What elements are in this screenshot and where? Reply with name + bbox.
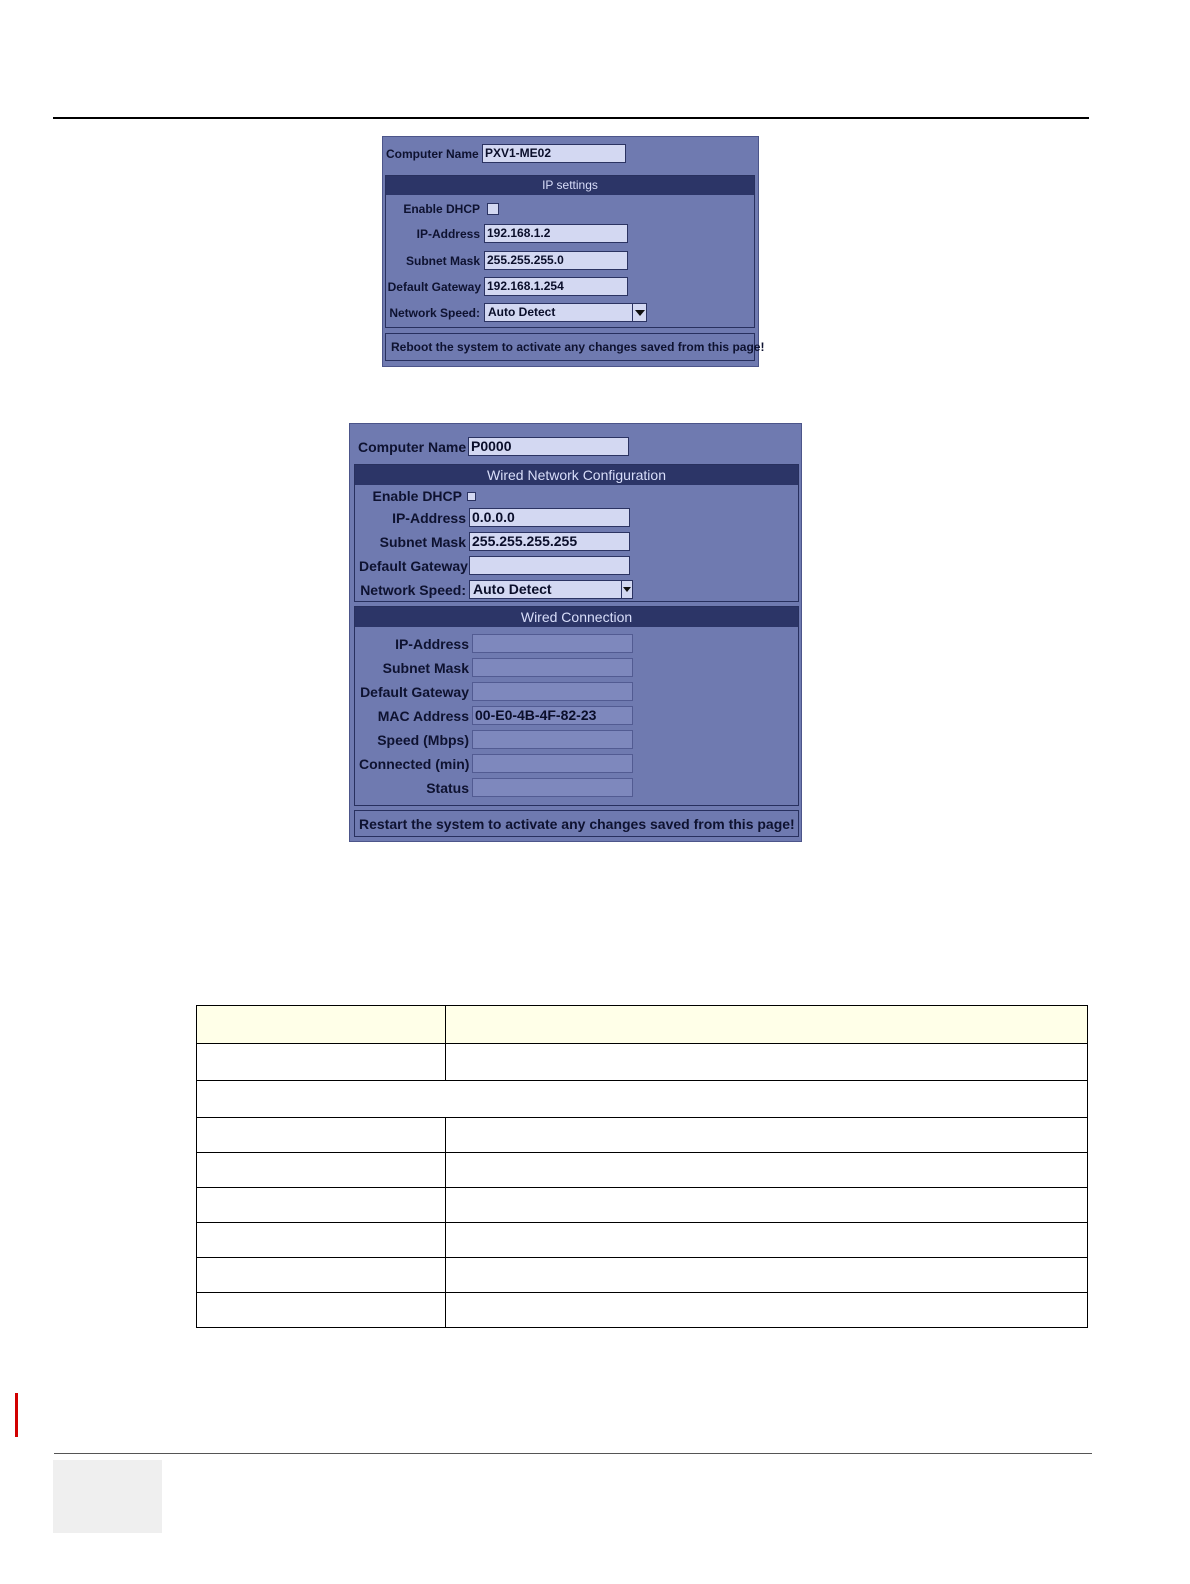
- network-speed-select[interactable]: [469, 580, 633, 599]
- conn-status-field: [472, 778, 633, 797]
- default-gateway-input[interactable]: [469, 556, 630, 575]
- table-section-cell: [197, 1081, 1088, 1118]
- enable-dhcp-checkbox[interactable]: [487, 203, 499, 215]
- table-row: [197, 1258, 1088, 1293]
- conn-connected-row: [359, 754, 633, 773]
- network-speed-value: Auto Detect: [488, 305, 556, 319]
- wired-network-configuration-title: Wired Network Configuration: [355, 465, 798, 485]
- table-cell: [197, 1153, 446, 1188]
- table-header-cell: [446, 1006, 1088, 1044]
- computer-name-input[interactable]: PXV1-ME02: [482, 144, 626, 163]
- conn-default-gateway-label: Default Gateway: [360, 683, 469, 700]
- network-speed-row: [359, 580, 633, 599]
- wired-network-configuration-section: [354, 464, 799, 602]
- computer-name-row: [358, 437, 629, 456]
- conn-default-gateway-field: [472, 682, 633, 701]
- footer-rule: [54, 1453, 1092, 1454]
- table-cell: [446, 1188, 1088, 1223]
- computer-name-label: Computer Name: [386, 146, 479, 161]
- conn-connected-field: [472, 754, 633, 773]
- ip-address-label: IP-Address: [416, 226, 480, 241]
- subnet-mask-label: Subnet Mask: [379, 533, 466, 550]
- settings-table: [196, 1005, 1088, 1328]
- default-gateway-row: [386, 277, 628, 296]
- table-row: [197, 1044, 1088, 1081]
- computer-name-row: [386, 144, 626, 163]
- table-cell: [446, 1153, 1088, 1188]
- conn-mac-address-row: [359, 706, 633, 725]
- computer-name-input[interactable]: P0000: [468, 437, 629, 456]
- default-gateway-row: [359, 556, 630, 575]
- table-row: [197, 1223, 1088, 1258]
- default-gateway-input[interactable]: 192.168.1.254: [484, 277, 628, 296]
- network-speed-label: Network Speed:: [360, 581, 466, 598]
- reboot-message: Reboot the system to activate any changes saved from this page!: [385, 333, 755, 361]
- table-cell: [446, 1118, 1088, 1153]
- network-speed-select[interactable]: [484, 303, 647, 322]
- conn-speed-label: Speed (Mbps): [377, 731, 469, 748]
- ip-settings-title: IP settings: [386, 176, 754, 195]
- computer-name-label: Computer Name: [358, 438, 467, 455]
- table-row: [197, 1293, 1088, 1328]
- conn-subnet-mask-row: [359, 658, 633, 677]
- table-cell: [197, 1293, 446, 1328]
- table-row: [197, 1188, 1088, 1223]
- conn-subnet-mask-label: Subnet Mask: [382, 659, 469, 676]
- conn-ip-address-field: [472, 634, 633, 653]
- table-header-row: [197, 1006, 1088, 1044]
- conn-subnet-mask-field: [472, 658, 633, 677]
- enable-dhcp-row: [386, 202, 499, 216]
- chevron-down-icon[interactable]: [621, 581, 632, 598]
- enable-dhcp-label: Enable DHCP: [372, 488, 462, 504]
- table-cell: [197, 1118, 446, 1153]
- table-cell: [446, 1223, 1088, 1258]
- conn-ip-address-row: [359, 634, 633, 653]
- table-cell: [197, 1258, 446, 1293]
- ip-settings-section: [385, 175, 755, 328]
- default-gateway-label: Default Gateway: [359, 557, 468, 574]
- table-header-cell: [197, 1006, 446, 1044]
- enable-dhcp-checkbox[interactable]: [467, 492, 476, 501]
- table-row: [197, 1118, 1088, 1153]
- network-speed-row: [386, 303, 647, 322]
- revision-change-bar: [15, 1393, 18, 1437]
- conn-connected-label: Connected (min): [359, 755, 470, 772]
- table-cell: [446, 1258, 1088, 1293]
- restart-message: Restart the system to activate any changes saved from this page!: [354, 810, 799, 837]
- conn-mac-address-field: 00-E0-4B-4F-82-23: [472, 706, 633, 725]
- network-settings-dialog: [349, 423, 802, 842]
- ip-address-label: IP-Address: [392, 509, 466, 526]
- header-rule: [53, 117, 1089, 119]
- conn-ip-address-label: IP-Address: [395, 635, 469, 652]
- ip-address-row: [386, 224, 628, 243]
- table-row: [197, 1153, 1088, 1188]
- chevron-down-icon[interactable]: [632, 304, 646, 321]
- conn-speed-field: [472, 730, 633, 749]
- network-speed-value: Auto Detect: [473, 581, 552, 597]
- table-cell: [197, 1223, 446, 1258]
- conn-status-row: [359, 778, 633, 797]
- conn-speed-row: [359, 730, 633, 749]
- ip-settings-dialog: [382, 136, 765, 367]
- table-cell: [197, 1188, 446, 1223]
- wired-connection-title: Wired Connection: [355, 607, 798, 627]
- footer-page-box: [53, 1460, 162, 1533]
- subnet-mask-input[interactable]: 255.255.255.0: [484, 251, 628, 270]
- enable-dhcp-label: Enable DHCP: [403, 202, 480, 216]
- table-section-row: [197, 1081, 1088, 1118]
- ip-address-input[interactable]: 192.168.1.2: [484, 224, 628, 243]
- enable-dhcp-row: [359, 488, 476, 504]
- subnet-mask-row: [386, 251, 628, 270]
- conn-mac-address-label: MAC Address: [377, 707, 469, 724]
- table-cell: [446, 1293, 1088, 1328]
- ip-address-input[interactable]: 0.0.0.0: [469, 508, 630, 527]
- wired-connection-section: [354, 606, 799, 806]
- conn-status-label: Status: [426, 779, 469, 796]
- subnet-mask-label: Subnet Mask: [405, 253, 480, 268]
- subnet-mask-row: [359, 532, 630, 551]
- table-cell: [197, 1044, 446, 1081]
- conn-default-gateway-row: [359, 682, 633, 701]
- network-speed-label: Network Speed:: [389, 305, 480, 320]
- ip-address-row: [359, 508, 630, 527]
- table-cell: [446, 1044, 1088, 1081]
- default-gateway-label: Default Gateway: [387, 279, 481, 294]
- subnet-mask-input[interactable]: 255.255.255.255: [469, 532, 630, 551]
